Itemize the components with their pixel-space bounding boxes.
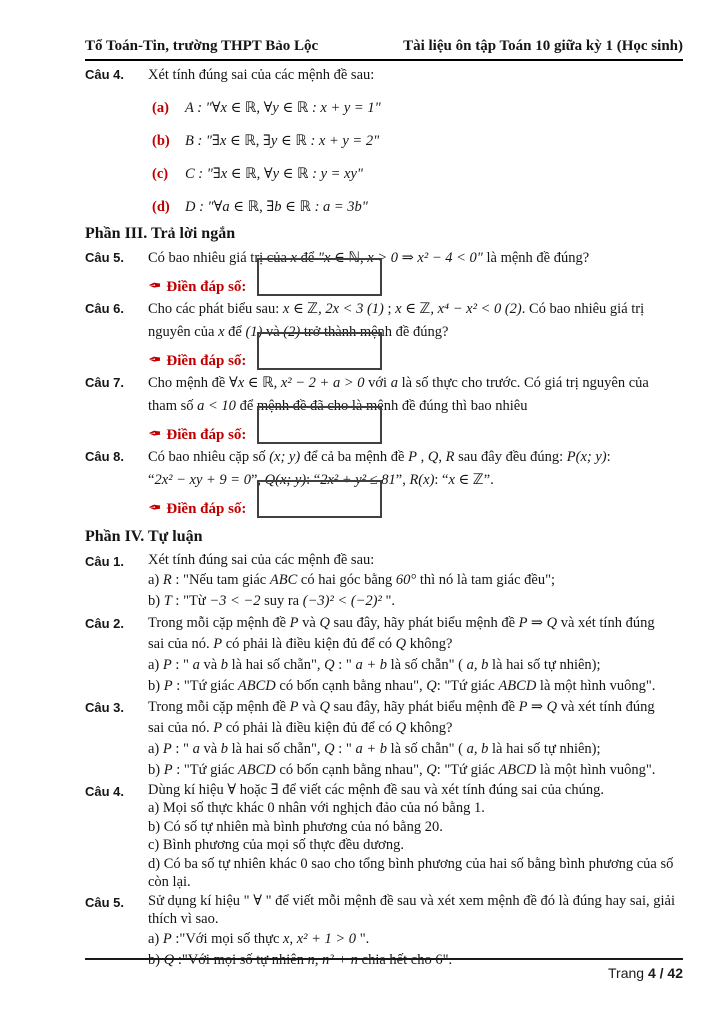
text-line <box>148 836 683 855</box>
plain-text: chia hết cho 6". <box>358 952 453 968</box>
question-part3-7 <box>85 372 683 446</box>
plain-text: Sử dụng kí hiệu " <box>148 892 254 909</box>
plain-text: sai của nó. <box>148 635 214 652</box>
text-line <box>148 697 683 718</box>
math-text: P <box>163 677 173 694</box>
plain-text: b) <box>148 952 164 968</box>
math-text: a <box>192 740 200 757</box>
text-line <box>148 247 683 270</box>
plain-text: có phải là điều kiện đủ để có <box>222 635 396 652</box>
math-text: ABCD <box>498 761 537 778</box>
plain-text: :"Với mọi số tự nhiên <box>174 952 308 968</box>
plain-text: trở thành mệnh đề đúng? <box>300 324 449 340</box>
plain-text: b) <box>148 593 164 609</box>
text-line <box>148 760 683 781</box>
plain-text: a) <box>148 740 163 757</box>
math-text: Q <box>395 719 407 736</box>
math-text: a, b <box>466 656 489 673</box>
plain-text: là số thực cho trước. Có giá trị nguyên của <box>397 375 649 391</box>
option-row-a <box>148 97 683 120</box>
plain-text: và xét tính đúng <box>557 614 655 631</box>
math-text: ∀x ∈ ℝ, x² − 2 + a > 0 <box>228 375 365 391</box>
pen-icon: ✒ <box>148 278 162 295</box>
part4-section <box>85 526 683 972</box>
plain-text: là số chẵn" ( <box>387 740 467 757</box>
math-text: Q <box>163 952 175 968</box>
plain-text: :"Với mọi số thực <box>171 930 284 947</box>
plain-text: Dùng kí hiệu <box>148 781 228 798</box>
question-part4-1 <box>85 551 683 613</box>
header-left-title: Tổ Toán-Tin, trường THPT Bảo Lộc <box>85 38 319 54</box>
math-text: x ∈ ℤ <box>448 472 484 488</box>
text-line <box>148 781 683 800</box>
option-marker: (a) <box>152 100 169 116</box>
plain-text: a) Mọi số thực khác 0 nhân với nghịch đảo của nó bằng 1. <box>148 800 485 816</box>
plain-text: để mệnh đề đã cho là mệnh đề đúng thì bao nhiêu <box>235 398 528 414</box>
section-heading-part4: Phần IV. Tự luận <box>85 528 203 545</box>
footer-page-number: 4 / 42 <box>647 965 683 981</box>
math-text: a <box>390 375 398 391</box>
text-line <box>148 570 683 592</box>
math-text: P <box>213 635 223 652</box>
question-body <box>148 551 683 613</box>
answer-box <box>257 480 382 518</box>
plain-text: là một hình vuông". <box>536 677 656 694</box>
math-text: P <box>213 719 223 736</box>
question-part4-3 <box>85 697 683 781</box>
plain-text: , <box>438 449 446 465</box>
plain-text: : " <box>334 740 356 757</box>
plain-text: Cho các phát biểu sau: <box>148 301 283 317</box>
math-text: Q <box>426 677 437 694</box>
plain-text: có phải là điều kiện đủ để có <box>222 719 396 736</box>
text-line <box>148 799 683 818</box>
plain-text: với <box>364 375 391 391</box>
math-text: R <box>162 571 172 588</box>
math-text: x <box>290 250 297 266</box>
plain-text: còn lại. <box>148 874 191 890</box>
question-body <box>148 781 683 892</box>
math-text: Q <box>395 635 407 652</box>
plain-text: a) <box>148 930 163 947</box>
option-formula <box>185 163 363 186</box>
question-body <box>148 613 683 697</box>
math-text: a + b <box>355 656 387 673</box>
plain-text: : "Tứ giác <box>436 677 499 694</box>
text-line <box>148 469 683 492</box>
math-text: a < 10 <box>197 398 236 414</box>
text-line <box>148 551 683 570</box>
question-body <box>148 64 683 219</box>
plain-text: có hai góc bằng <box>297 571 396 588</box>
math-text: Q <box>319 698 330 715</box>
math-text: Q <box>319 614 330 631</box>
text-line <box>148 613 683 634</box>
plain-text: là số chẵn" ( <box>387 656 467 673</box>
math-text: P(x; y) <box>566 449 607 465</box>
math-text: D : "∀a ∈ ℝ, ∃b ∈ ℝ : a = 3b" <box>185 199 368 215</box>
plain-text: để <box>296 250 318 266</box>
option-marker: (c) <box>152 166 169 182</box>
question-label: Câu 8. <box>85 449 125 464</box>
text-line <box>148 655 683 676</box>
plain-text: có bốn cạnh bằng nhau", <box>275 761 427 778</box>
plain-text: . Có bao nhiêu giá trị <box>521 301 645 317</box>
question-label: Câu 3. <box>85 699 125 715</box>
text-line <box>148 929 683 951</box>
plain-text: sau đây đều đúng: <box>454 449 567 465</box>
plain-text: và <box>298 614 320 631</box>
text-line <box>148 446 683 469</box>
text-line <box>148 892 683 911</box>
math-text: R(x) <box>409 472 435 488</box>
plain-text: để viết các mệnh đề sau và xét tính đúng sai của chúng. <box>278 781 604 798</box>
pen-icon: ✒ <box>148 426 162 443</box>
math-text: b <box>220 740 229 757</box>
plain-text: sai của nó. <box>148 719 214 736</box>
math-text: Q <box>324 656 335 673</box>
math-text: Q <box>324 740 335 757</box>
math-text: ABCD <box>237 677 276 694</box>
question-label: Câu 4. <box>85 67 125 82</box>
plain-text: : " <box>334 656 356 673</box>
plain-text: a) <box>148 656 163 673</box>
math-text: x ∈ ℤ, x⁴ − x² < 0 (2) <box>395 301 522 317</box>
math-text: ∀ <box>227 781 237 798</box>
answer-box <box>257 258 382 296</box>
option-formula <box>185 196 368 219</box>
plain-text: là mệnh đề đúng? <box>482 250 590 266</box>
plain-text: : "Nếu tam giác <box>171 571 270 588</box>
math-text: Q(x; y) <box>264 472 307 488</box>
plain-text: : “ <box>434 472 449 488</box>
plain-text: ”, <box>395 472 410 488</box>
answer-prompt: Điền đáp số: <box>166 279 247 295</box>
text-line <box>148 298 683 321</box>
math-text: P <box>408 449 417 465</box>
answer-row <box>148 418 683 444</box>
plain-text: và xét tính đúng <box>557 698 655 715</box>
text-line <box>148 718 683 739</box>
plain-text: ". <box>356 930 370 947</box>
plain-text: : "Từ <box>171 593 210 609</box>
plain-text: là hai số tự nhiên); <box>488 656 601 673</box>
math-text: ABC <box>269 571 298 588</box>
plain-text: thích vì sao. <box>148 911 219 927</box>
plain-text: Có bao nhiêu cặp số <box>148 449 270 465</box>
plain-text: b) <box>148 761 164 778</box>
answer-box <box>257 332 382 370</box>
plain-text: nguyên của <box>148 324 219 340</box>
text-line <box>148 873 683 892</box>
plain-text: : "Tứ giác <box>436 761 499 778</box>
text-line <box>148 64 683 87</box>
answer-row <box>148 270 683 296</box>
plain-text: ". <box>381 593 396 609</box>
text-line <box>148 634 683 655</box>
math-text: x <box>218 324 225 340</box>
text-line <box>148 910 683 929</box>
header-right-title: Tài liệu ôn tập Toán 10 giữa kỳ 1 (Học sinh) <box>403 38 683 54</box>
plain-text: hoặc <box>236 781 271 798</box>
question-part3-6 <box>85 298 683 372</box>
pen-icon: ✒ <box>148 352 162 369</box>
plain-text: thì nó là tam giác đều"; <box>416 571 556 588</box>
plain-text: , <box>416 449 428 465</box>
text-line <box>148 676 683 697</box>
math-text: x, x² + 1 > 0 <box>283 930 357 947</box>
question-label: Câu 2. <box>85 615 125 631</box>
answer-row <box>148 492 683 518</box>
math-text: 60° <box>395 571 417 588</box>
text-line <box>148 395 683 418</box>
plain-text: là một hình vuông". <box>536 761 656 778</box>
section-heading-part3: Phần III. Trả lời ngắn <box>85 225 236 242</box>
math-text: A : "∀x ∈ ℝ, ∀y ∈ ℝ : x + y = 1" <box>185 100 381 116</box>
math-text: 2x² + y² ≤ 81 <box>320 472 396 488</box>
math-text: a, b <box>466 740 489 757</box>
question-body <box>148 298 683 372</box>
plain-text: ”. <box>483 472 494 488</box>
plain-text: sau đây, hãy phát biểu mệnh đề <box>329 614 519 631</box>
question-label: Câu 4. <box>85 783 125 799</box>
plain-text: là hai số chẵn", <box>228 656 325 673</box>
text-line <box>148 372 683 395</box>
question-part3-8 <box>85 446 683 520</box>
plain-text: để <box>224 324 246 340</box>
plain-text: d) Có ba số tự nhiên khác 0 sao cho tổng bình phương của hai số bằng bình phương của số <box>148 855 674 872</box>
plain-text: Xét tính đúng sai của các mệnh đề sau: <box>148 67 375 83</box>
text-line <box>148 855 683 874</box>
math-text: P ⇒ Q <box>518 698 558 715</box>
question-body <box>148 446 683 520</box>
math-text: a + b <box>355 740 387 757</box>
math-text: P <box>163 761 173 778</box>
plain-text: : “ <box>306 472 321 488</box>
page-content <box>85 36 683 972</box>
question-part2-4 <box>85 64 683 219</box>
question-part4-4 <box>85 781 683 892</box>
text-line <box>148 321 683 344</box>
plain-text: là hai số chẵn", <box>228 740 325 757</box>
plain-text: sau đây, hãy phát biểu mệnh đề <box>329 698 519 715</box>
plain-text: : " <box>171 740 193 757</box>
plain-text: : " <box>171 656 193 673</box>
math-text: (x; y) <box>269 449 301 465</box>
option-marker: (b) <box>152 133 170 149</box>
plain-text: b) Có số tự nhiên mà bình phương của nó bằng 20. <box>148 818 443 835</box>
question-label: Câu 5. <box>85 894 125 910</box>
math-text: P <box>162 930 172 947</box>
option-row-d <box>148 196 683 219</box>
question-label: Câu 7. <box>85 375 125 390</box>
plain-text: để cả ba mệnh đề <box>300 449 409 465</box>
question-label: Câu 5. <box>85 250 125 265</box>
plain-text: Cho mệnh đề <box>148 375 229 391</box>
math-text: Q <box>427 449 439 465</box>
option-formula <box>185 97 381 120</box>
plain-text: là hai số tự nhiên); <box>488 740 601 757</box>
question-body <box>148 697 683 781</box>
math-text: P <box>289 614 299 631</box>
question-part4-2 <box>85 613 683 697</box>
text-line <box>148 739 683 760</box>
plain-text: " để viết mỗi mệnh đề sau và xét xem mệnh đề đó là đúng hay sai, giải <box>261 892 676 909</box>
plain-text: : "Tứ giác <box>172 677 238 694</box>
plain-text: và <box>199 656 221 673</box>
footer-page-prefix: Trang <box>608 965 648 981</box>
plain-text: tham số <box>148 398 198 414</box>
math-text: ABCD <box>237 761 276 778</box>
math-text: b <box>220 656 229 673</box>
plain-text: Có bao nhiêu giá trị của <box>148 250 291 266</box>
plain-text: “ <box>148 472 155 488</box>
math-text: x ∈ ℤ, 2x < 3 (1) <box>282 301 384 317</box>
plain-text: c) Bình phương của mọi số thực đều dương. <box>148 837 404 853</box>
plain-text: và <box>199 740 221 757</box>
page-header <box>85 36 683 61</box>
option-row-b <box>148 130 683 153</box>
math-text: B : "∃x ∈ ℝ, ∃y ∈ ℝ : x + y = 2" <box>185 133 380 149</box>
math-text: a <box>192 656 200 673</box>
plain-text: a) <box>148 571 163 588</box>
page-footer <box>85 958 683 981</box>
text-line <box>148 591 683 613</box>
plain-text: và <box>262 324 284 340</box>
text-line <box>148 818 683 837</box>
math-text: (−3)² < (−2)² <box>302 593 382 609</box>
math-text: P <box>162 656 172 673</box>
math-text: ∃ <box>270 781 279 798</box>
math-text: "x ∈ ℕ, x > 0 ⇒ x² − 4 < 0" <box>317 250 483 266</box>
plain-text: không? <box>406 635 453 652</box>
math-text: Q <box>426 761 437 778</box>
option-marker: (d) <box>152 199 170 215</box>
plain-text: b) <box>148 677 164 694</box>
math-text: P ⇒ Q <box>518 614 558 631</box>
question-body <box>148 247 683 298</box>
math-text: R <box>445 449 455 465</box>
answer-box <box>257 406 382 444</box>
plain-text: ; <box>383 301 396 317</box>
pen-icon: ✒ <box>148 500 162 517</box>
question-label: Câu 1. <box>85 554 125 569</box>
plain-text: Xét tính đúng sai của các mệnh đề sau: <box>148 552 375 568</box>
math-text: P <box>289 698 299 715</box>
math-text: P <box>162 740 172 757</box>
math-text: (1) <box>245 324 263 340</box>
option-formula <box>185 130 379 153</box>
question-label: Câu 6. <box>85 301 125 316</box>
math-text: −3 < −2 <box>209 593 261 609</box>
question-body <box>148 372 683 446</box>
option-row-c <box>148 163 683 186</box>
plain-text: suy ra <box>260 593 303 609</box>
answer-prompt: Điền đáp số: <box>166 353 247 369</box>
math-text: (2) <box>283 324 301 340</box>
plain-text: : <box>606 449 611 465</box>
math-text: 2x² − xy + 9 = 0 <box>154 472 251 488</box>
math-text: n, n² + n <box>307 952 359 968</box>
plain-text: và <box>298 698 320 715</box>
question-part3-5 <box>85 247 683 298</box>
math-text: T <box>163 593 172 609</box>
math-text: ABCD <box>498 677 537 694</box>
plain-text: Trong mỗi cặp mệnh đề <box>148 614 290 631</box>
answer-prompt: Điền đáp số: <box>166 501 247 517</box>
plain-text: không? <box>406 719 453 736</box>
plain-text: ”, <box>250 472 265 488</box>
math-text: ∀ <box>253 892 262 909</box>
math-text: C : "∃x ∈ ℝ, ∀y ∈ ℝ : y = xy" <box>185 166 364 182</box>
answer-prompt: Điền đáp số: <box>166 427 247 443</box>
plain-text: Trong mỗi cặp mệnh đề <box>148 698 290 715</box>
plain-text: : "Tứ giác <box>172 761 238 778</box>
answer-row <box>148 344 683 370</box>
plain-text: có bốn cạnh bằng nhau", <box>275 677 427 694</box>
